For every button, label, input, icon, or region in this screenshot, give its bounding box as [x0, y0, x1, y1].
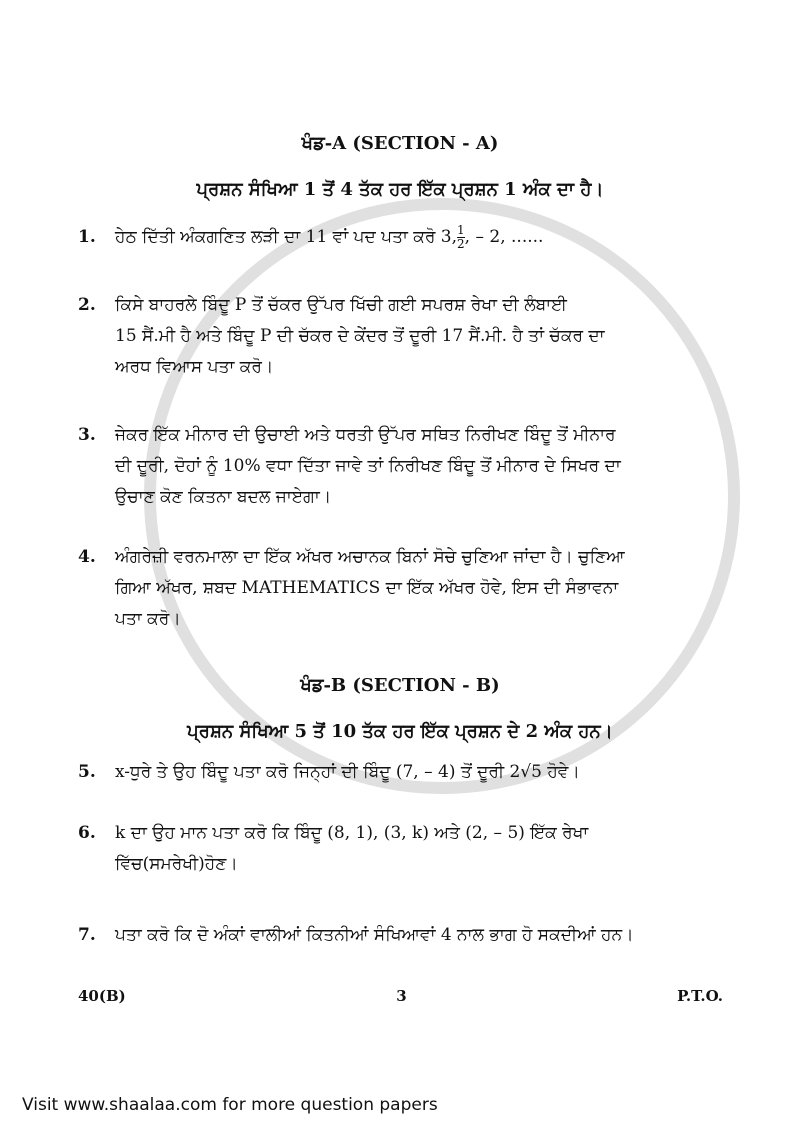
question-2	[78, 290, 718, 383]
question-line: ਜੇਕਰ ਇੱਕ ਮੀਨਾਰ ਦੀ ਉਚਾਈ ਅਤੇ ਧਰਤੀ ਉੱਪਰ ਸਥਿਤ ਨਿਰੀਖਣ ਬਿੰਦੂ ਤੋਂ ਮੀਨਾਰ	[115, 425, 616, 445]
visit-link-text[interactable]: Visit www.shaalaa.com for more question papers	[22, 1095, 438, 1115]
question-line: ਪਤਾ ਕਰੋ ਕਿ ਦੋ ਅੰਕਾਂ ਵਾਲੀਆਂ ਕਿਤਨੀਆਂ ਸੰਖਿਆਵਾਂ 4 ਨਾਲ ਭਾਗ ਹੋ ਸਕਦੀਆਂ ਹਨ।	[115, 925, 634, 945]
question-6	[78, 818, 718, 880]
question-line: ਕਿਸੇ ਬਾਹਰਲੇ ਬਿੰਦੂ P ਤੋਂ ਚੱਕਰ ਉੱਪਰ ਖਿੱਚੀ ਗਈ ਸਪਰਸ਼ ਰੇਖਾ ਦੀ ਲੰਬਾਈ	[115, 295, 567, 315]
question-line: ਅਰਧ ਵਿਆਸ ਪਤਾ ਕਰੋ।	[115, 357, 274, 377]
question-number: 2.	[78, 295, 96, 315]
question-7	[78, 920, 718, 951]
question-number: 5.	[78, 762, 96, 782]
question-line: ਗਿਆ ਅੱਖਰ, ਸ਼ਬਦ MATHEMATICS ਦਾ ਇੱਕ ਅੱਖਰ ਹੋਵੇ, ਇਸ ਦੀ ਸੰਭਾਵਨਾ	[115, 578, 619, 598]
section-a-heading: ਖੰਡ-A (SECTION - A)	[301, 133, 499, 154]
question-line: k ਦਾ ਉਹ ਮਾਨ ਪਤਾ ਕਰੋ ਕਿ ਬਿੰਦੂ (8, 1), (3, k) ਅਤੇ (2, – 5) ਇੱਕ ਰੇਖਾ	[115, 823, 589, 843]
question-1	[78, 222, 718, 253]
question-line: ਪਤਾ ਕਰੋ।	[115, 609, 181, 629]
paper-code: 40(B)	[78, 987, 126, 1005]
question-3	[78, 420, 718, 513]
page-number: 3	[396, 987, 407, 1005]
question-number: 7.	[78, 925, 96, 945]
question-text-tail: , – 2, ......	[464, 227, 544, 247]
question-line: ਦੀ ਦੂਰੀ, ਦੋਹਾਂ ਨੂੰ 10% ਵਧਾ ਦਿੱਤਾ ਜਾਵੇ ਤਾਂ ਨਿਰੀਖਣ ਬਿੰਦੂ ਤੋਂ ਮੀਨਾਰ ਦੇ ਸਿਖਰ ਦਾ	[115, 456, 621, 476]
question-text: ਹੇਠ ਦਿੱਤੀ ਅੰਕਗਣਿਤ ਲੜੀ ਦਾ 11 ਵਾਂ ਪਦ ਪਤਾ ਕਰੋ 3,	[115, 227, 458, 247]
question-line: ਉਚਾਣ ਕੋਣ ਕਿਤਨਾ ਬਦਲ ਜਾਏਗਾ।	[115, 487, 332, 507]
question-number: 6.	[78, 823, 96, 843]
question-line: ਵਿੱਚ(ਸਮਰੇਖੀ)ਹੋਣ।	[115, 854, 238, 874]
question-number: 1.	[78, 227, 96, 247]
fraction: $\frac{1}{2}$	[457, 223, 465, 251]
pto-label: P.T.O.	[677, 987, 723, 1005]
question-line: ਅੰਗਰੇਜ਼ੀ ਵਰਨਮਾਲਾ ਦਾ ਇੱਕ ਅੱਖਰ ਅਚਾਨਕ ਬਿਨਾਂ ਸੋਚੇ ਚੁਣਿਆ ਜਾਂਦਾ ਹੈ। ਚੁਣਿਆ	[115, 547, 625, 567]
section-b-heading: ਖੰਡ-B (SECTION - B)	[300, 675, 500, 696]
question-line: 15 ਸੈਂ.ਮੀ ਹੈ ਅਤੇ ਬਿੰਦੂ P ਦੀ ਚੱਕਰ ਦੇ ਕੇਂਦਰ ਤੋਂ ਦੂਰੀ 17 ਸੈਂ.ਮੀ. ਹੈ ਤਾਂ ਚੱਕਰ ਦਾ	[115, 326, 605, 346]
question-5	[78, 757, 718, 788]
question-line: x-ਧੁਰੇ ਤੇ ਉਹ ਬਿੰਦੂ ਪਤਾ ਕਰੋ ਜਿਨ੍ਹਾਂ ਦੀ ਬਿੰਦੂ (7, – 4) ਤੋਂ ਦੂਰੀ 2√5 ਹੋਵੇ।	[115, 762, 580, 782]
page-footer	[78, 986, 723, 1006]
section-b-instruction: ਪ੍ਰਸ਼ਨ ਸੰਖਿਆ 5 ਤੋਂ 10 ਤੱਕ ਹਰ ਇੱਕ ਪ੍ਰਸ਼ਨ ਦੇ 2 ਅੰਕ ਹਨ।	[187, 721, 613, 742]
question-number: 3.	[78, 425, 96, 445]
question-4	[78, 542, 718, 635]
section-a-instruction: ਪ੍ਰਸ਼ਨ ਸੰਖਿਆ 1 ਤੋਂ 4 ਤੱਕ ਹਰ ਇੱਕ ਪ੍ਰਸ਼ਨ 1 ਅੰਕ ਦਾ ਹੈ।	[196, 179, 604, 200]
question-number: 4.	[78, 547, 96, 567]
